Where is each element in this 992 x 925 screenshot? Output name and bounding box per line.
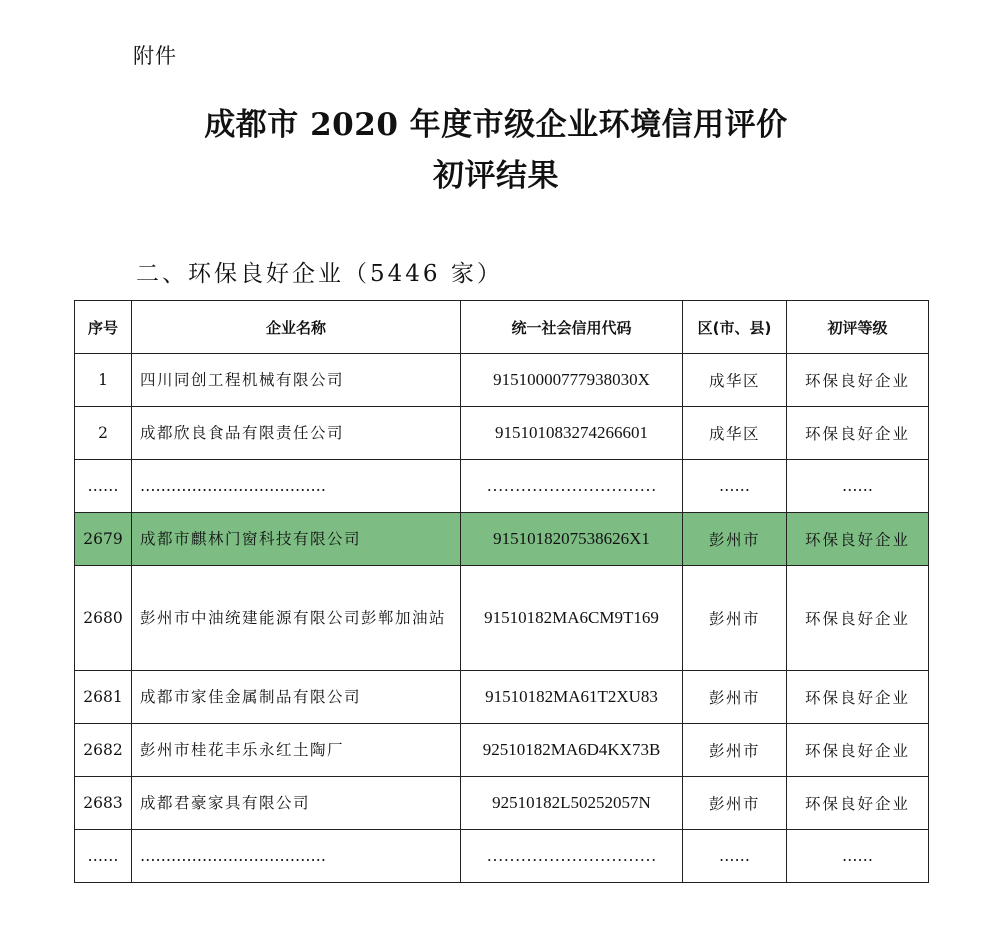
- row-credit-code: 915101083274266601: [461, 407, 683, 460]
- row-district: 彭州市: [683, 566, 787, 671]
- table-row-ellipsis: [75, 830, 929, 883]
- row-index: 1: [75, 354, 132, 407]
- row-grade: 环保良好企业: [787, 671, 929, 724]
- header-district: 区(市、县): [683, 301, 787, 354]
- section-heading: 二、环保良好企业（5446 家）: [136, 261, 503, 287]
- row-company-name: 成都君豪家具有限公司: [132, 777, 461, 830]
- row-index: 2: [75, 407, 132, 460]
- row-district: 成华区: [683, 354, 787, 407]
- row-grade: 环保良好企业: [787, 513, 929, 566]
- row-index: ……: [75, 830, 132, 883]
- row-index: 2680: [75, 566, 132, 671]
- table-row: [75, 354, 929, 407]
- row-company-name: 成都市麒林门窗科技有限公司: [132, 513, 461, 566]
- header-grade: 初评等级: [787, 301, 929, 354]
- row-credit-code: 92510182MA6D4KX73B: [461, 724, 683, 777]
- row-credit-code: 91510182MA61T2XU83: [461, 671, 683, 724]
- table-row: [75, 724, 929, 777]
- table-row: [75, 777, 929, 830]
- row-credit-code: 9151018207538626X1: [461, 513, 683, 566]
- row-index: 2682: [75, 724, 132, 777]
- row-index: 2681: [75, 671, 132, 724]
- table-header-row: [75, 301, 929, 354]
- document-title-line-2: 初评结果: [433, 158, 559, 194]
- row-district: 彭州市: [683, 777, 787, 830]
- row-grade: ……: [787, 460, 929, 513]
- document-title-line-1: 成都市 2020 年度市级企业环境信用评价: [204, 107, 788, 143]
- attachment-label: 附件: [133, 44, 177, 68]
- row-district: 彭州市: [683, 671, 787, 724]
- row-company-name: 彭州市桂花丰乐永红土陶厂: [132, 724, 461, 777]
- table-row: [75, 566, 929, 671]
- table-row-ellipsis: [75, 460, 929, 513]
- row-grade: 环保良好企业: [787, 566, 929, 671]
- row-grade: 环保良好企业: [787, 724, 929, 777]
- row-credit-code: …………………………: [461, 460, 683, 513]
- row-company-name: 成都欣良食品有限责任公司: [132, 407, 461, 460]
- row-grade: 环保良好企业: [787, 777, 929, 830]
- row-company-name: 四川同创工程机械有限公司: [132, 354, 461, 407]
- header-credit-code: 统一社会信用代码: [461, 301, 683, 354]
- table-row-highlighted: [75, 513, 929, 566]
- row-grade: 环保良好企业: [787, 407, 929, 460]
- row-district: ……: [683, 830, 787, 883]
- row-index: 2679: [75, 513, 132, 566]
- table-row: [75, 671, 929, 724]
- row-district: 彭州市: [683, 513, 787, 566]
- row-company-name: 成都市家佳金属制品有限公司: [132, 671, 461, 724]
- row-district: 彭州市: [683, 724, 787, 777]
- header-company-name: 企业名称: [132, 301, 461, 354]
- row-index: 2683: [75, 777, 132, 830]
- row-grade: 环保良好企业: [787, 354, 929, 407]
- row-index: ……: [75, 460, 132, 513]
- row-company-name: 彭州市中油统建能源有限公司彭郸加油站: [132, 566, 461, 671]
- row-credit-code: …………………………: [461, 830, 683, 883]
- results-table: [74, 300, 929, 883]
- row-company-name: ………………………………: [132, 460, 461, 513]
- row-district: 成华区: [683, 407, 787, 460]
- row-credit-code: 91510000777938030X: [461, 354, 683, 407]
- row-company-name: ………………………………: [132, 830, 461, 883]
- row-credit-code: 91510182MA6CM9T169: [461, 566, 683, 671]
- header-index: 序号: [75, 301, 132, 354]
- row-credit-code: 92510182L50252057N: [461, 777, 683, 830]
- table-row: [75, 407, 929, 460]
- row-grade: ……: [787, 830, 929, 883]
- row-district: ……: [683, 460, 787, 513]
